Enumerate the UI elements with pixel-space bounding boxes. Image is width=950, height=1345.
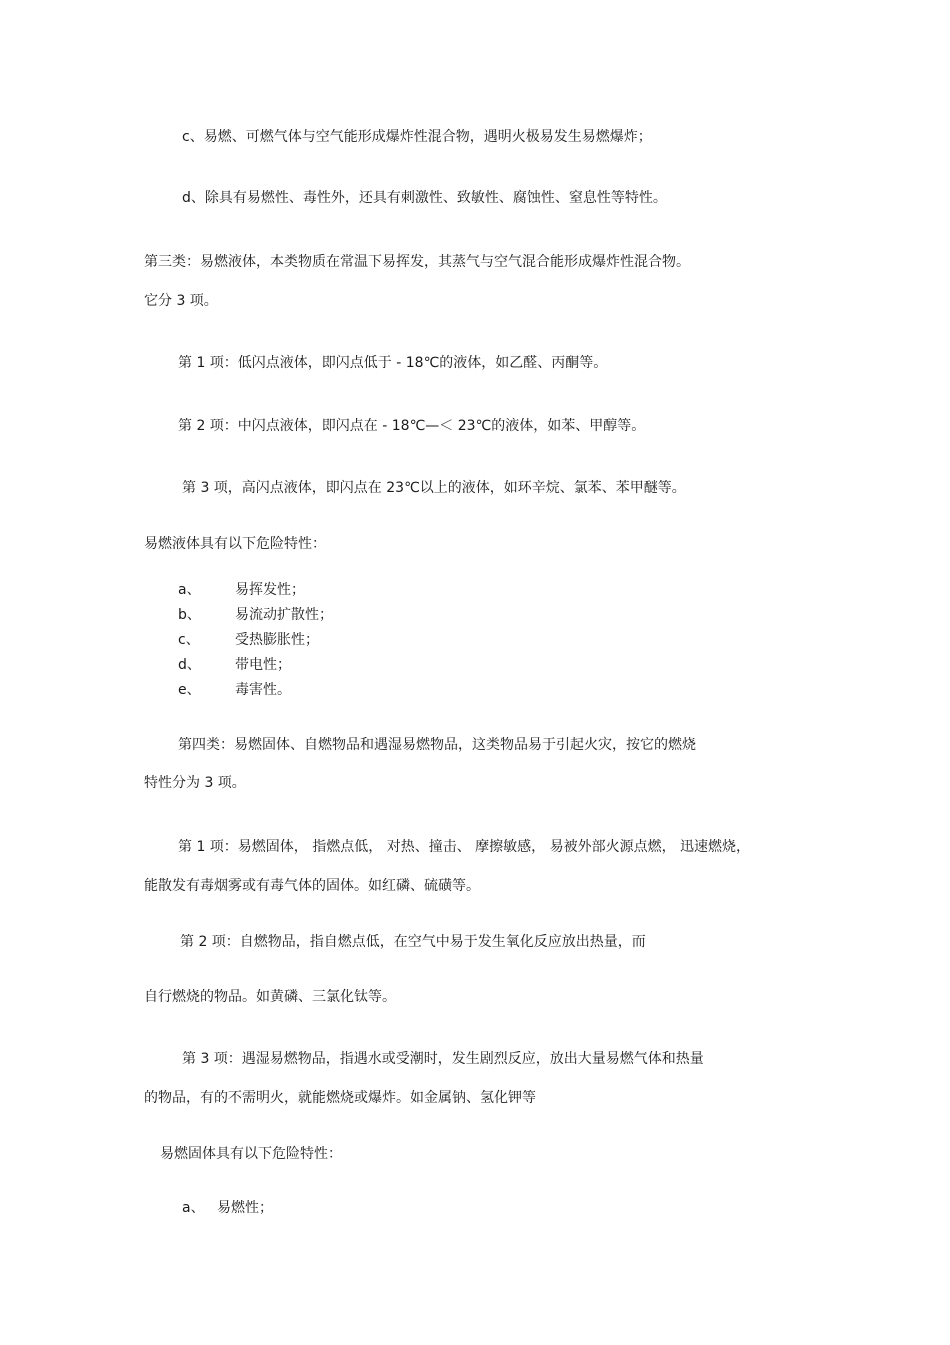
class3-item3: 第 3 项，高闪点液体，即闪点在 23℃以上的液体，如环辛烷、氯苯、苯甲醚等。	[182, 480, 686, 496]
class4-item2-line1: 第 2 项：自燃物品，指自燃点低，在空气中易于发生氧化反应放出热量，而	[180, 934, 646, 950]
list-item-text: 易燃性；	[217, 1200, 273, 1216]
class3-item1: 第 1 项：低闪点液体，即闪点低于 - 18℃的液体，如乙醛、丙酮等。	[178, 355, 608, 371]
list-item-text: 易挥发性；	[235, 582, 305, 598]
class3-intro-line2: 它分 3 项。	[144, 293, 218, 309]
list-marker: e、	[178, 682, 201, 698]
list-marker: a、	[178, 582, 201, 598]
class4-item3-line2: 的物品，有的不需明火，就能燃烧或爆炸。如金属钠、氢化钾等	[144, 1090, 536, 1106]
gas-property-c: c、易燃、可燃气体与空气能形成爆炸性混合物，遇明火极易发生易燃爆炸；	[182, 129, 652, 145]
list-marker: a、	[182, 1200, 205, 1216]
class4-intro-line1: 第四类：易燃固体、自燃物品和遇湿易燃物品，这类物品易于引起火灾，按它的燃烧	[178, 737, 696, 753]
class4-item3-line1: 第 3 项：遇湿易燃物品，指遇水或受潮时，发生剧烈反应，放出大量易燃气体和热量	[182, 1051, 704, 1067]
class3-item2: 第 2 项：中闪点液体，即闪点在 - 18℃—＜ 23℃的液体，如苯、甲醇等。	[178, 418, 646, 434]
list-item-text: 毒害性。	[235, 682, 291, 698]
list-marker: c、	[178, 632, 200, 648]
list-marker: b、	[178, 607, 201, 623]
liquid-hazards-heading: 易燃液体具有以下危险特性：	[144, 536, 326, 552]
class4-item1-line1: 第 1 项：易燃固体， 指燃点低， 对热、撞击、 摩擦敏感， 易被外部火源点燃， 迅速燃烧，	[178, 839, 751, 855]
class4-item2-line2: 自行燃烧的物品。如黄磷、三氯化钛等。	[144, 989, 396, 1005]
list-item-text: 带电性；	[235, 657, 291, 673]
class4-intro-line2: 特性分为 3 项。	[144, 775, 246, 791]
gas-property-d: d、除具有易燃性、毒性外，还具有刺激性、致敏性、腐蚀性、窒息性等特性。	[182, 190, 667, 206]
solid-hazards-heading: 易燃固体具有以下危险特性：	[160, 1146, 342, 1162]
list-item-text: 易流动扩散性；	[235, 607, 333, 623]
list-item-text: 受热膨胀性；	[235, 632, 319, 648]
class4-item1-line2: 能散发有毒烟雾或有毒气体的固体。如红磷、硫磺等。	[144, 878, 480, 894]
class3-intro-line1: 第三类：易燃液体，本类物质在常温下易挥发，其蒸气与空气混合能形成爆炸性混合物。	[144, 254, 690, 270]
list-marker: d、	[178, 657, 201, 673]
